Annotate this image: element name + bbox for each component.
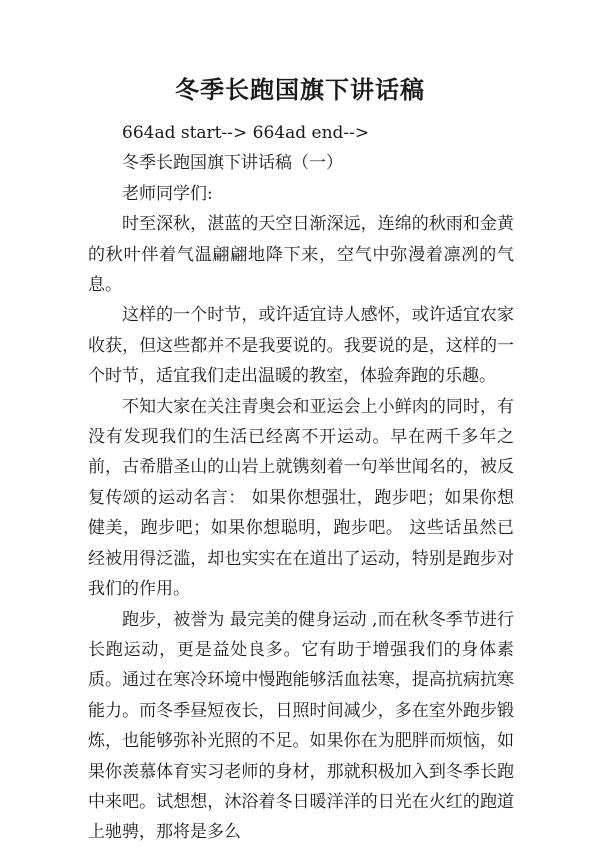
marker-line: 664ad start--> 664ad end--> — [122, 123, 370, 143]
salutation: 老师同学们: — [122, 183, 213, 204]
paragraph: 不知大家在关注青奥会和亚运会上小鲜肉的同时，有没有发现我们的生活已经离不开运动。早在两千多年之前，古希腊圣山的山岩上就镌刻着一句举世闻名的，被反复传颂的运动名言： 如果你想强壮，跑步吧；如果你想健美，跑步吧；如果你想聪明，跑步吧。 这些话虽然已经被用得泛滥，却也实实在在道出了运动，特别是跑步对我们的作用。 — [88, 396, 514, 600]
paragraph: 时至深秋，湛蓝的天空日渐深远，连绵的秋雨和金黄的秋叶伴着气温翩翩地降下来，空气中弥漫着凛冽的气息。 — [88, 214, 514, 296]
document-body — [88, 118, 514, 848]
document-title: 冬季长跑国旗下讲话稿 — [175, 75, 425, 104]
paragraph: 这样的一个时节，或许适宜诗人感怀，或许适宜农家收获，但这些都并不是我要说的。我要说的是，这样的一个时节，适宜我们走出温暖的教室，体验奔跑的乐趣。 — [88, 305, 514, 387]
paragraph: 跑步，被誉为 最完美的健身运动 ,而在秋冬季节进行长跑运动，更是益处良多。它有助于增强我们的身体素质。通过在寒冷环境中慢跑能够活血祛寒，提高抗病抗寒能力。而冬季昼短夜长，日照时间减少，多在室外跑步锻炼，也能够弥补光照的不足。如果你在为肥胖而烦恼，如果你羡慕体育实习老师的身材，那就积极加入到冬季长跑中来吧。试想想，沐浴着冬日暖洋洋的日光在火红的跑道上驰骋，那将是多么 — [88, 609, 514, 843]
section-heading: 冬季长跑国旗下讲话稿（一） — [122, 153, 343, 174]
